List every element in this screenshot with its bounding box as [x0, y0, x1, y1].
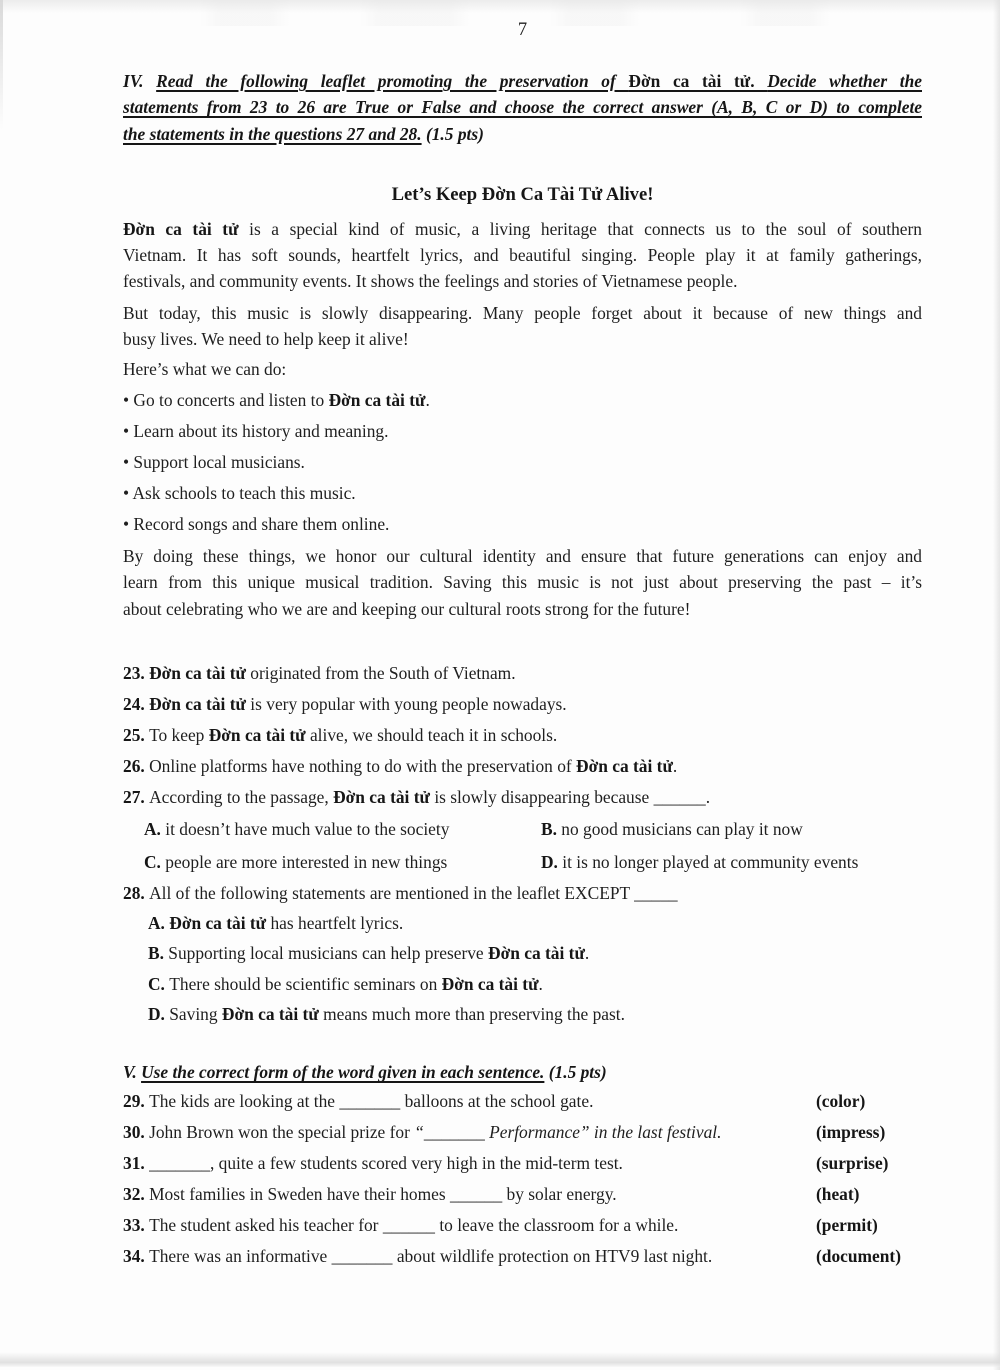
question-28-option-b: B. Supporting local musicians can help preserve Đờn ca tài tử.: [148, 943, 590, 964]
word-form-item-33: [123, 1212, 922, 1238]
leaflet-paragraph-3: [123, 543, 922, 622]
question-28-stem: 28. All of the following statements are mentioned in the leaflet EXCEPT _____: [123, 882, 678, 903]
word-form-item-32: [123, 1181, 922, 1207]
question-31-sentence: 31. _______, quite a few students scored very high in the mid-term test.: [123, 1152, 623, 1173]
paragraph-line: Đờn ca tài tử is a special kind of music, a living heritage that connects us to the soul of southern: [123, 218, 922, 239]
section-iv-heading-line-2: statements from 23 to 26 are True or False and choose the correct answer (A, B, C or D) to complete: [123, 97, 922, 118]
question-28-option-d: D. Saving Đờn ca tài tử means much more than preserving the past.: [148, 1004, 625, 1024]
question-27-option-b: B. no good musicians can play it now: [541, 819, 803, 840]
leaflet-intro-line: Here’s what we can do:: [123, 359, 287, 380]
question-28-option-c: C. There should be scientific seminars on Đờn ca tài tử.: [148, 973, 543, 994]
leaflet-paragraph-1: [123, 216, 922, 295]
section-iv-heading: [123, 68, 922, 147]
paragraph-line: festivals, and community events. It shows the feelings and stories of Vietnamese people.: [123, 271, 738, 292]
paragraph-line: about celebrating who we are and keeping our cultural roots strong for the future!: [123, 598, 691, 619]
question-27-options-row-2: [123, 849, 922, 875]
scan-artifact-right-edge: [993, 0, 1000, 1370]
bullet-item: • Support local musicians.: [123, 452, 305, 473]
paragraph-line: Vietnam. It has soft sounds, heartfelt lyrics, and beautiful singing. People play it at family gatherings,: [123, 245, 922, 266]
bullet-item: • Record songs and share them online.: [123, 514, 390, 535]
word-form-item-34: [123, 1243, 922, 1269]
section-iv-heading-line-3: the statements in the questions 27 and 28. (1.5 pts): [123, 123, 484, 144]
bullet-item: • Learn about its history and meaning.: [123, 421, 389, 442]
section-v-heading: V. Use the correct form of the word given in each sentence. (1.5 pts): [123, 1062, 607, 1083]
scan-artifact-left-edge: [0, 0, 3, 130]
question-33-sentence: 33. The student asked his teacher for ______ to leave the classroom for a while.: [123, 1214, 679, 1235]
question-29-sentence: 29. The kids are looking at the _______ balloons at the school gate.: [123, 1090, 594, 1111]
question-23: 23. Đờn ca tài tử originated from the South of Vietnam.: [123, 662, 516, 683]
question-31-hint: (surprise): [816, 1152, 889, 1173]
page-number: 7: [517, 20, 528, 40]
question-32-hint: (heat): [816, 1183, 860, 1204]
question-25: 25. To keep Đờn ca tài tử alive, we should teach it in schools.: [123, 724, 558, 745]
leaflet-bullet-list: [123, 387, 922, 537]
question-26: 26. Online platforms have nothing to do with the preservation of Đờn ca tài tử.: [123, 755, 678, 776]
word-form-item-31: [123, 1150, 922, 1176]
page-content: [123, 0, 922, 1269]
bullet-item: • Ask schools to teach this music.: [123, 483, 356, 504]
question-30-hint: (impress): [816, 1121, 886, 1142]
leaflet-paragraph-2: [123, 300, 922, 353]
question-34-sentence: 34. There was an informative _______ about wildlife protection on HTV9 last night.: [123, 1245, 713, 1266]
paragraph-line: But today, this music is slowly disappearing. Many people forget about it because of new things and: [123, 302, 922, 323]
section-iv-heading-line-1: IV. Read the following leaflet promoting the preservation of Đờn ca tài tử. Decide whether the: [123, 71, 922, 91]
word-form-item-30: [123, 1119, 922, 1145]
question-28-option-a: A. Đờn ca tài tử has heartfelt lyrics.: [148, 913, 404, 934]
question-34-hint: (document): [816, 1245, 902, 1266]
question-32-sentence: 32. Most families in Sweden have their homes ______ by solar energy.: [123, 1183, 617, 1204]
bullet-item: • Go to concerts and listen to Đờn ca tài tử.: [123, 390, 430, 411]
question-24: 24. Đờn ca tài tử is very popular with young people nowadays.: [123, 693, 567, 714]
question-27-option-d: D. it is no longer played at community events: [541, 851, 859, 872]
question-29-hint: (color): [816, 1090, 866, 1111]
question-33-hint: (permit): [816, 1214, 878, 1235]
leaflet-title: Let’s Keep Đờn Ca Tài Tử Alive!: [391, 183, 654, 205]
paragraph-line: busy lives. We need to help keep it alive!: [123, 329, 409, 350]
paragraph-line: learn from this unique musical tradition. Saving this music is not just about preserving the past – it’s: [123, 572, 922, 593]
question-27-option-c: C. people are more interested in new things: [144, 851, 448, 872]
question-30-sentence: 30. John Brown won the special prize for “_______ Performance” in the last festival.: [123, 1121, 722, 1142]
scan-artifact-bottom-shadow: [0, 1352, 1000, 1367]
question-27-stem: 27. According to the passage, Đờn ca tài tử is slowly disappearing because ______.: [123, 786, 711, 807]
paragraph-line: By doing these things, we honor our cultural identity and ensure that future generations can enjoy and: [123, 546, 922, 567]
word-form-item-29: [123, 1088, 922, 1114]
question-27-option-a: A. it doesn’t have much value to the society: [144, 819, 450, 840]
question-27-options-row-1: [123, 816, 922, 842]
